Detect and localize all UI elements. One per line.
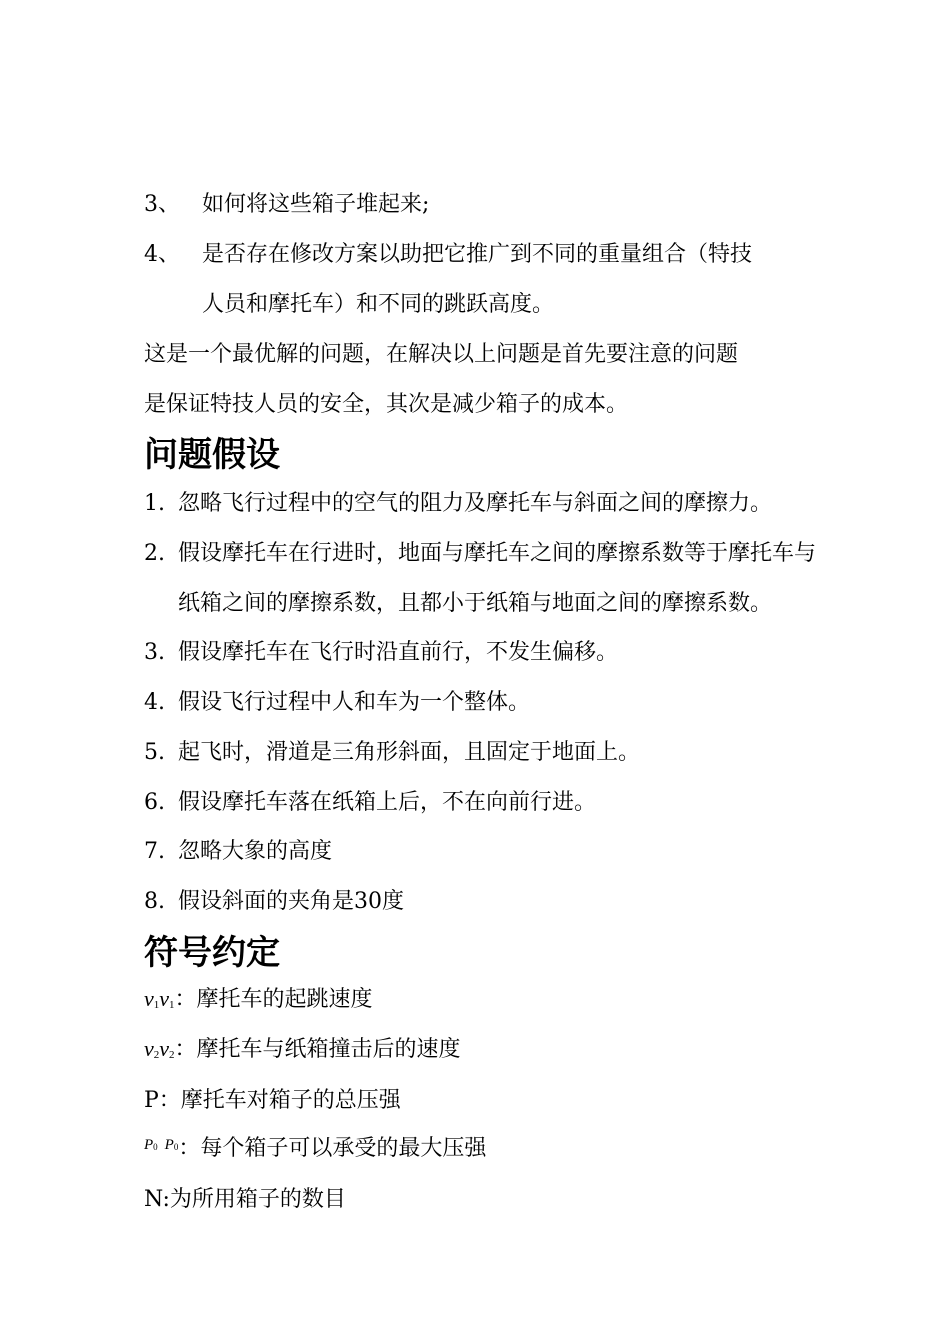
- assumption-item-1: [144, 489, 772, 519]
- symbol-v2-glyph-repeat: v2: [159, 1036, 175, 1061]
- intro-item-4: [144, 240, 752, 270]
- symbol-v2-desc: ：摩托车与纸箱撞击后的速度: [174, 1037, 461, 1062]
- assumption-text: 假设飞行过程中人和车为一个整体。: [178, 690, 531, 715]
- assumption-text: 假设摩托车落在纸箱上后，不在向前行进。: [178, 790, 597, 815]
- assumption-item-3: [144, 638, 618, 668]
- assumption-text-cont: 纸箱之间的摩擦系数，且都小于纸箱与地面之间的摩擦系数。: [178, 591, 773, 616]
- assumption-number: 5.: [144, 740, 165, 765]
- intro-item-number: 4、: [144, 242, 180, 267]
- intro-item-text: 如何将这些箱子堆起来;: [202, 192, 430, 217]
- assumption-item-2-continuation: [178, 589, 772, 619]
- symbol-v2-glyph: v2: [144, 1036, 160, 1061]
- assumption-item-8: [144, 887, 404, 917]
- assumption-number: 8.: [144, 889, 165, 914]
- assumptions-heading: 问题假设: [144, 435, 280, 475]
- assumption-item-5: [144, 738, 640, 768]
- assumption-number: 4.: [144, 690, 165, 715]
- assumption-number: 3.: [144, 640, 165, 665]
- assumption-number: 6.: [144, 790, 165, 815]
- symbol-p0-glyph-repeat: P0: [164, 1137, 179, 1153]
- symbol-v1: [144, 984, 373, 1020]
- intro-item-text-cont: 人员和摩托车）和不同的跳跃高度。: [202, 292, 555, 317]
- assumption-text: 起飞时，滑道是三角形斜面，且固定于地面上。: [178, 740, 641, 765]
- symbol-v1-glyph: v1: [144, 986, 160, 1011]
- assumption-number: 7.: [144, 839, 165, 864]
- intro-item-4-continuation: [202, 290, 554, 320]
- paragraph-line-1: 这是一个最优解的问题，在解决以上问题是首先要注意的问题: [144, 342, 739, 367]
- symbol-p0: [144, 1130, 486, 1164]
- symbol-p: P：摩托车对箱子的总压强: [144, 1088, 401, 1113]
- symbol-v1-glyph-repeat: v1: [159, 986, 175, 1011]
- intro-item-number: 3、: [144, 192, 180, 217]
- assumption-number: 1.: [144, 491, 165, 516]
- assumption-text: 假设摩托车在飞行时沿直前行，不发生偏移。: [178, 640, 619, 665]
- symbol-p0-desc: ：每个箱子可以承受的最大压强: [178, 1136, 487, 1161]
- assumption-text: 忽略飞行过程中的空气的阻力及摩托车与斜面之间的摩擦力。: [178, 491, 773, 516]
- assumption-item-6: [144, 788, 596, 818]
- symbol-n: N:为所用箱子的数目: [144, 1187, 346, 1212]
- symbols-heading: 符号约定: [144, 933, 280, 973]
- assumption-text: 忽略大象的高度: [178, 839, 333, 864]
- symbol-p0-glyph: P0: [144, 1137, 158, 1153]
- assumption-item-7: [144, 837, 332, 867]
- intro-item-3: [144, 190, 429, 220]
- assumption-number: 2.: [144, 541, 165, 566]
- assumption-text: 假设斜面的夹角是30度: [178, 889, 404, 914]
- symbol-v2: [144, 1034, 461, 1070]
- assumption-item-2: [144, 539, 816, 569]
- paragraph-line-2: 是保证特技人员的安全，其次是减少箱子的成本。: [144, 392, 629, 417]
- assumption-item-4: [144, 688, 530, 718]
- assumption-text: 假设摩托车在行进时，地面与摩托车之间的摩擦系数等于摩托车与: [178, 541, 817, 566]
- symbol-v1-desc: ：摩托车的起跳速度: [174, 987, 373, 1012]
- intro-item-text: 是否存在修改方案以助把它推广到不同的重量组合（特技: [202, 242, 753, 267]
